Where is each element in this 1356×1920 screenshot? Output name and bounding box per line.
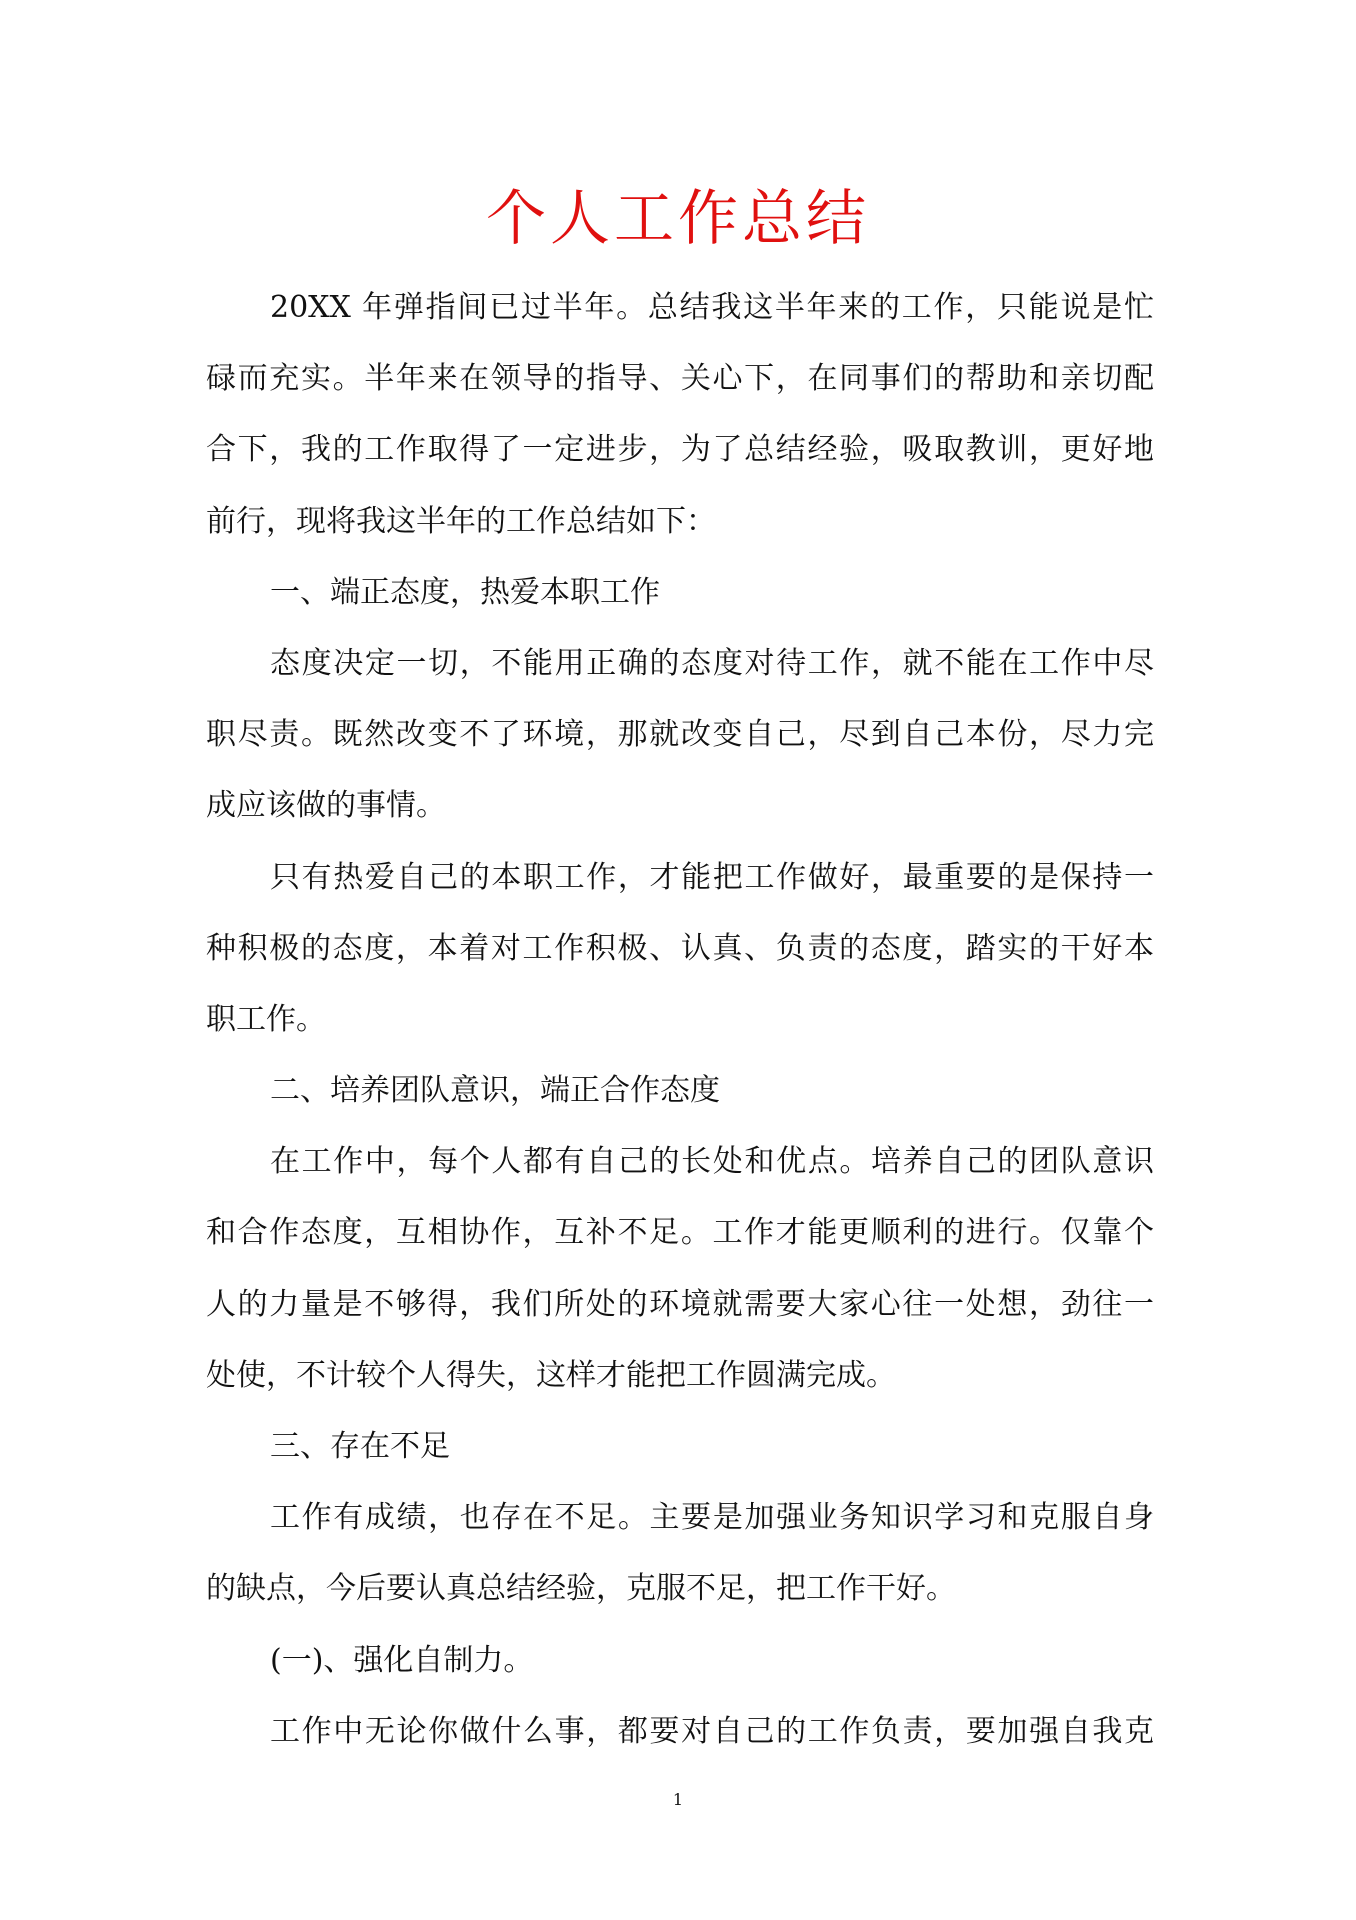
- paragraph: [206, 1482, 1154, 1624]
- text-line: 职尽责。既然改变不了环境，那就改变自己，尽到自己本份，尽力完: [206, 717, 1154, 753]
- document-title: 个人工作总结: [486, 184, 870, 254]
- text-line: 职工作。: [206, 1001, 326, 1037]
- paragraph: [206, 1411, 1154, 1482]
- text-line: 二、培养团队意识，端正合作态度: [270, 1073, 720, 1109]
- text-line: 三、存在不足: [270, 1429, 450, 1464]
- paragraph: [206, 1055, 1154, 1126]
- paragraph: [206, 1696, 1154, 1767]
- document-body: [206, 272, 1154, 1767]
- paragraph: [206, 842, 1154, 1056]
- text-line: 碌而充实。半年来在领导的指导、关心下，在同事们的帮助和亲切配: [206, 361, 1154, 397]
- text-line: 20XX 年弹指间已过半年。总结我这半年来的工作，只能说是忙: [270, 290, 1154, 325]
- text-line: 人的力量是不够得，我们所处的环境就需要大家心往一处想，劲往一: [206, 1286, 1154, 1322]
- text-line: 在工作中，每个人都有自己的长处和优点。培养自己的团队意识: [270, 1144, 1154, 1180]
- text-line: 工作中无论你做什么事，都要对自己的工作负责，要加强自我克: [270, 1713, 1154, 1749]
- text-line: 一、端正态度，热爱本职工作: [270, 574, 660, 610]
- paragraph: [206, 1625, 1154, 1696]
- text-line: 的缺点，今后要认真总结经验，克服不足，把工作干好。: [206, 1571, 956, 1607]
- text-line: 处使，不计较个人得失，这样才能把工作圆满完成。: [206, 1357, 896, 1393]
- page-number: 1: [672, 1790, 684, 1809]
- text-line: 只有热爱自己的本职工作，才能把工作做好，最重要的是保持一: [270, 859, 1154, 895]
- text-line: 种积极的态度，本着对工作积极、认真、负责的态度，踏实的干好本: [206, 930, 1154, 966]
- text-line: (一)、强化自制力。: [270, 1642, 534, 1678]
- paragraph: [206, 272, 1154, 557]
- paragraph: [206, 1126, 1154, 1411]
- text-line: 成应该做的事情。: [206, 788, 446, 824]
- text-line: 和合作态度，互相协作，互补不足。工作才能更顺利的进行。仅靠个: [206, 1215, 1154, 1251]
- text-line: 工作有成绩，也存在不足。主要是加强业务知识学习和克服自身: [270, 1500, 1154, 1536]
- paragraph: [206, 557, 1154, 628]
- text-line: 态度决定一切，不能用正确的态度对待工作，就不能在工作中尽: [270, 645, 1154, 681]
- paragraph: [206, 628, 1154, 842]
- text-line: 前行，现将我这半年的工作总结如下：: [206, 503, 716, 539]
- text-line: 合下，我的工作取得了一定进步，为了总结经验，吸取教训，更好地: [206, 432, 1154, 468]
